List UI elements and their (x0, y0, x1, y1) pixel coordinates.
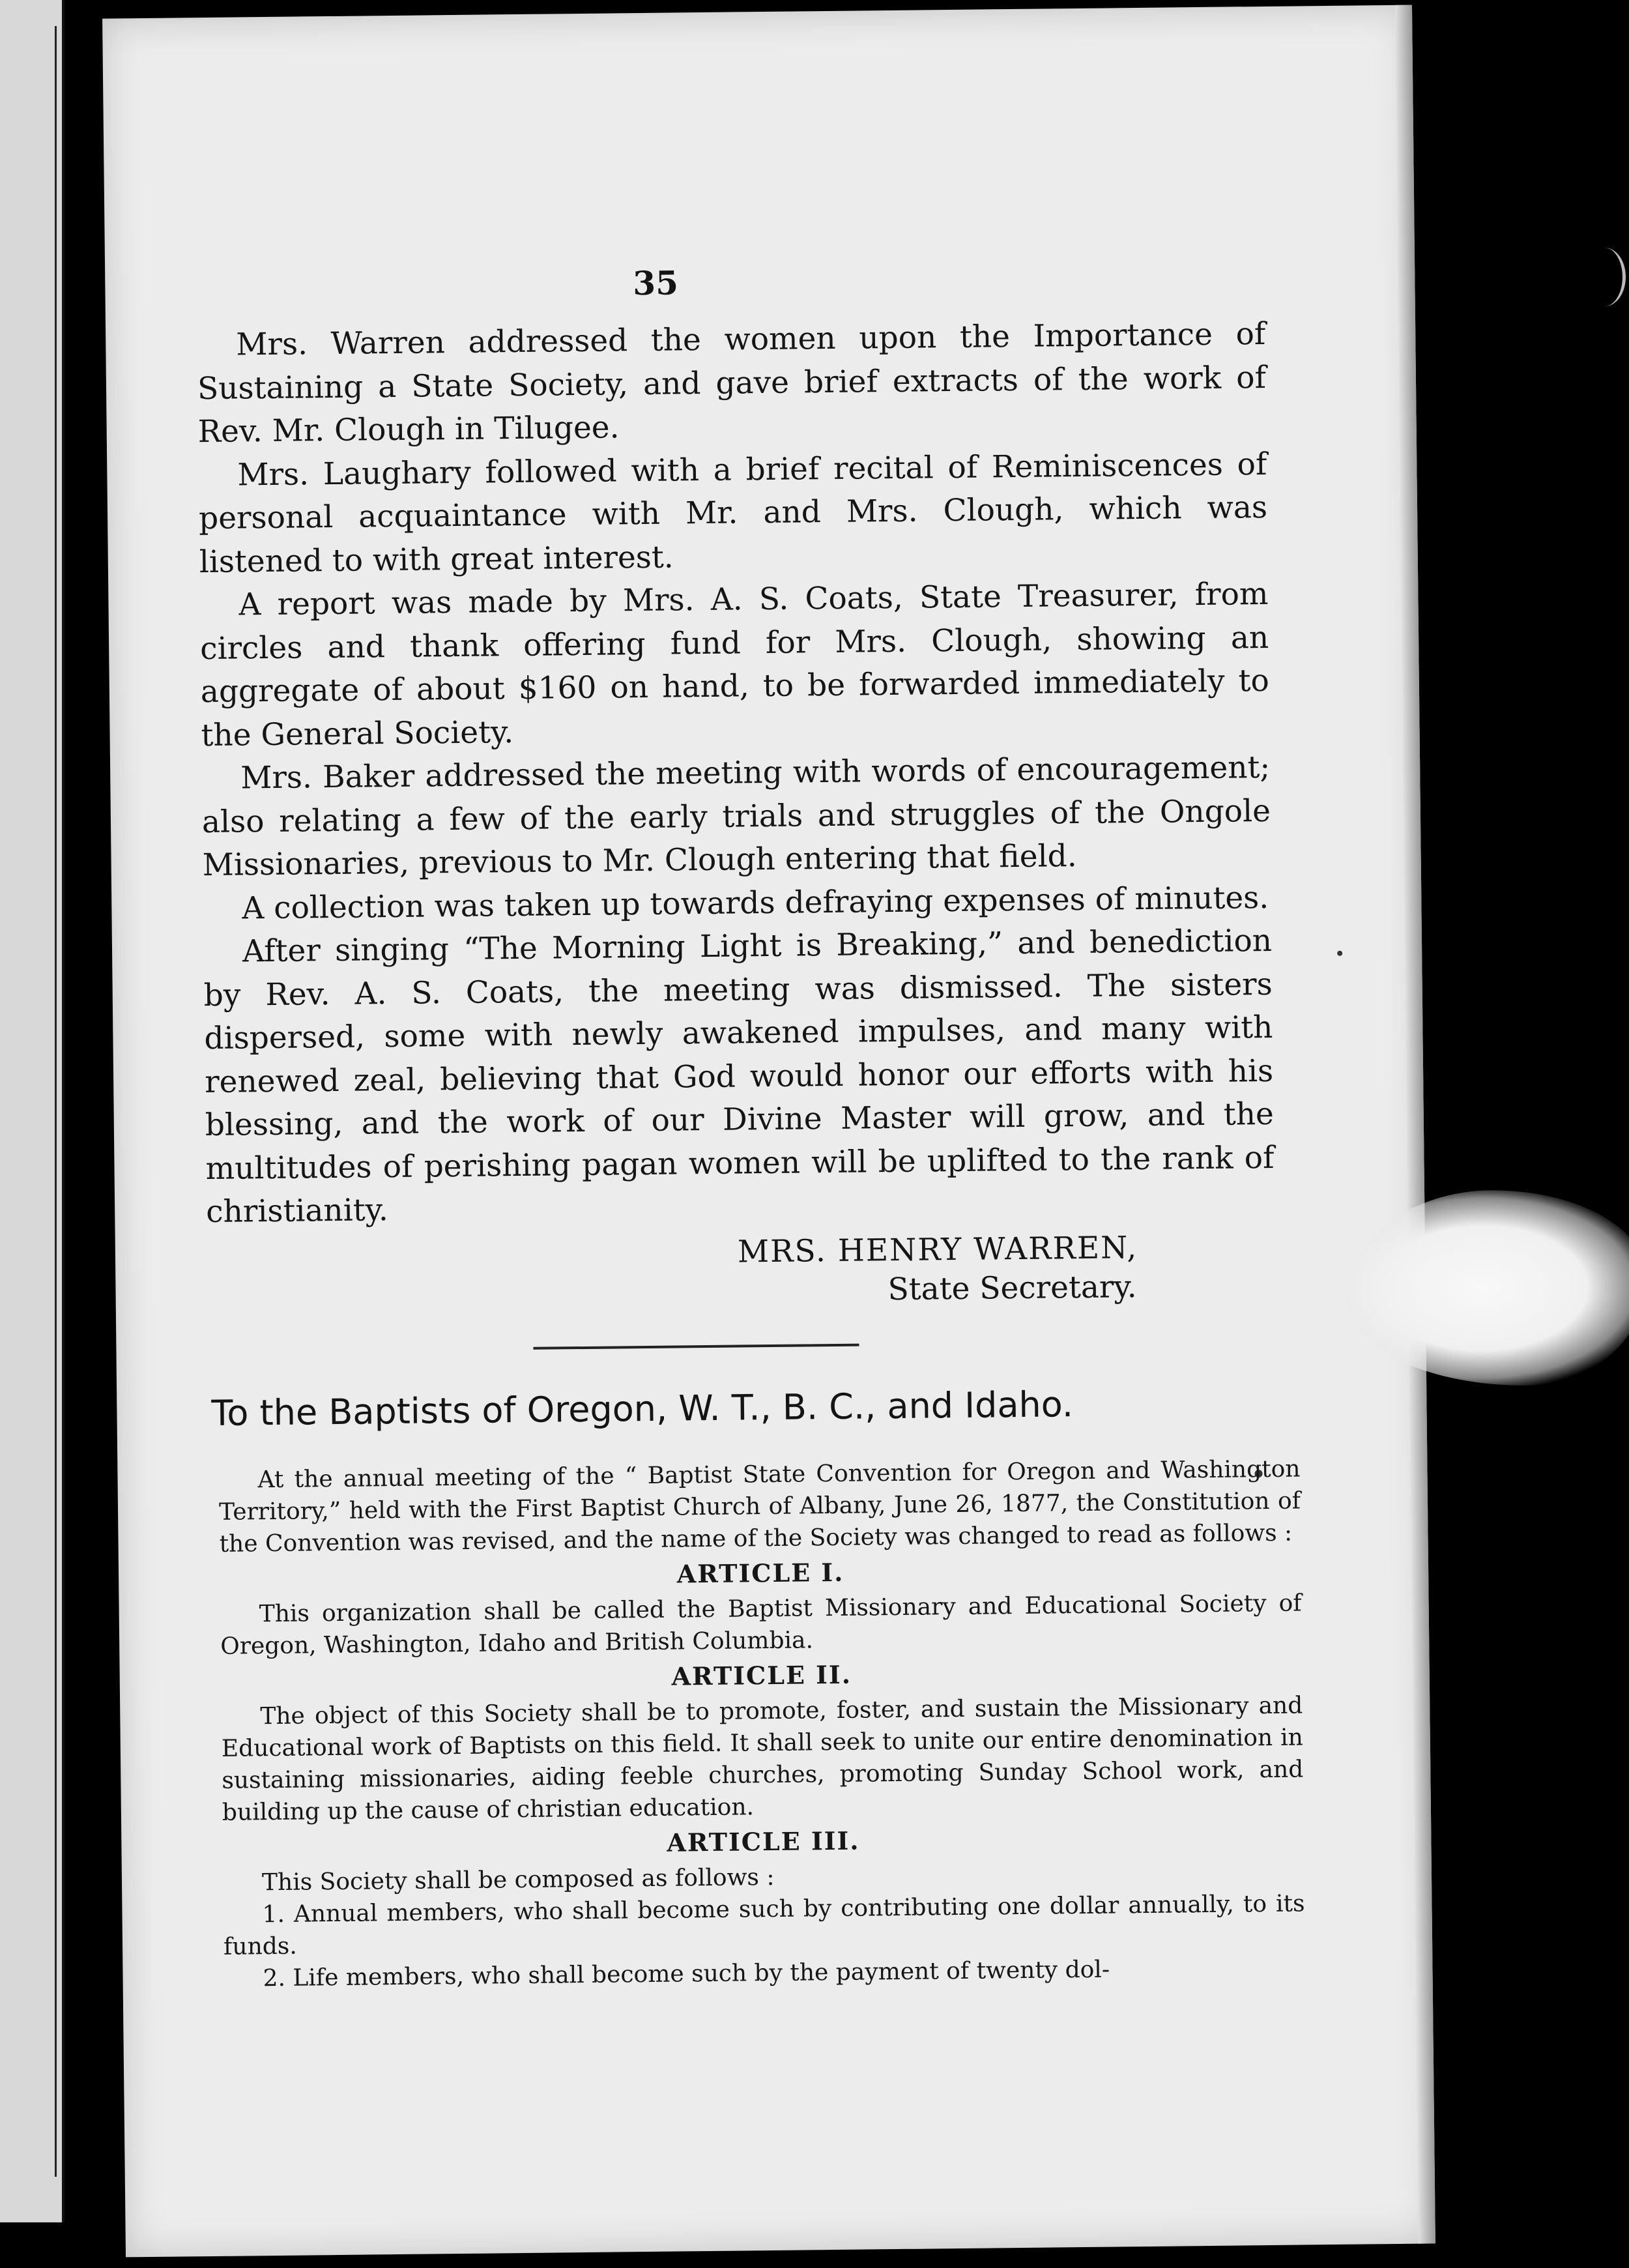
paragraph: Mrs. Warren addressed the women upon the Importance of Sustaining a State Society, and gave brief extracts of the work of Rev. Mr. Clough in Tilugee. (197, 315, 1267, 450)
page-number: 35 (633, 263, 679, 303)
book-page (102, 5, 1435, 2258)
article-text: This organization shall be called the Baptist Missionary and Educational Society of Oregon, Washington, Idaho and British Columbia. (220, 1590, 1302, 1660)
article-item: 2. Life members, who shall become such by the payment of twenty dol- (263, 1956, 1110, 1992)
article-heading: ARTICLE I. (676, 1557, 844, 1589)
minutes-text (197, 313, 1275, 1234)
margin-mark (1583, 248, 1626, 306)
paragraph: Mrs. Baker addressed the meeting with words of encouragement; also relating a few of the early trials and struggles of the Ongole Missionaries, previous to Mr. Clough entering that field. (201, 749, 1271, 884)
paragraph: After singing “The Morning Light is Breaking,” and benediction by Rev. A. S. Coats, the meeting was dismissed. The sisters dispersed, some with newly awakened impulses, and many with renewed zeal, believing that God would honor our efforts with his blessing, and the work of our Divine Master will grow, and the multitudes of perishing pagan women will be uplifted to the rank of christianity. (203, 922, 1275, 1230)
intro-paragraph: At the annual meeting of the “ Baptist State Convention for Oregon and Washington Territory,” held with the First Baptist Church of Albany, June 26, 1877, the Constitution of the Convention was revised, and the name of the Society was changed to read as follows : (218, 1455, 1301, 1558)
article-heading: ARTICLE III. (667, 1825, 860, 1857)
article-item: 1. Annual members, who shall become such by contributing one dollar annually, to its funds. (223, 1890, 1305, 1960)
article-heading: ARTICLE II. (671, 1659, 852, 1691)
signature-title: State Secretary. (887, 1269, 1137, 1308)
left-page-edge (0, 0, 65, 2222)
section-heading: To the Baptists of Oregon, W. T., B. C., and Idaho. (211, 1384, 1074, 1434)
article-text: This Society shall be composed as follows : (261, 1863, 775, 1897)
paragraph: Mrs. Laughary followed with a brief recital of Reminiscences of personal acquaintance with Mr. and Mrs. Clough, which was listened to with great interest. (198, 446, 1268, 580)
ink-speck (1337, 951, 1342, 956)
signature-name: MRS. HENRY WARREN, (737, 1230, 1138, 1270)
paragraph: A collection was taken up towards defraying expenses of minutes. (242, 879, 1269, 926)
paragraph: A report was made by Mrs. A. S. Coats, State Treasurer, from circles and thank offering fund for Mrs. Clough, showing an aggregate of about $160 on hand, to be forwarded immediately to the General Society. (199, 575, 1270, 753)
article-text: The object of this Society shall be to promote, foster, and sustain the Missionary and Educational work of Baptists on this field. It shall seek to unite our entire denomination in sustaining missionaries, aiding feeble churches, promoting Sunday School work, and building up the cause of christian education. (221, 1692, 1304, 1826)
section-divider (533, 1344, 859, 1350)
paper-stain (1346, 1189, 1629, 1388)
constitution-text (218, 1453, 1305, 1994)
